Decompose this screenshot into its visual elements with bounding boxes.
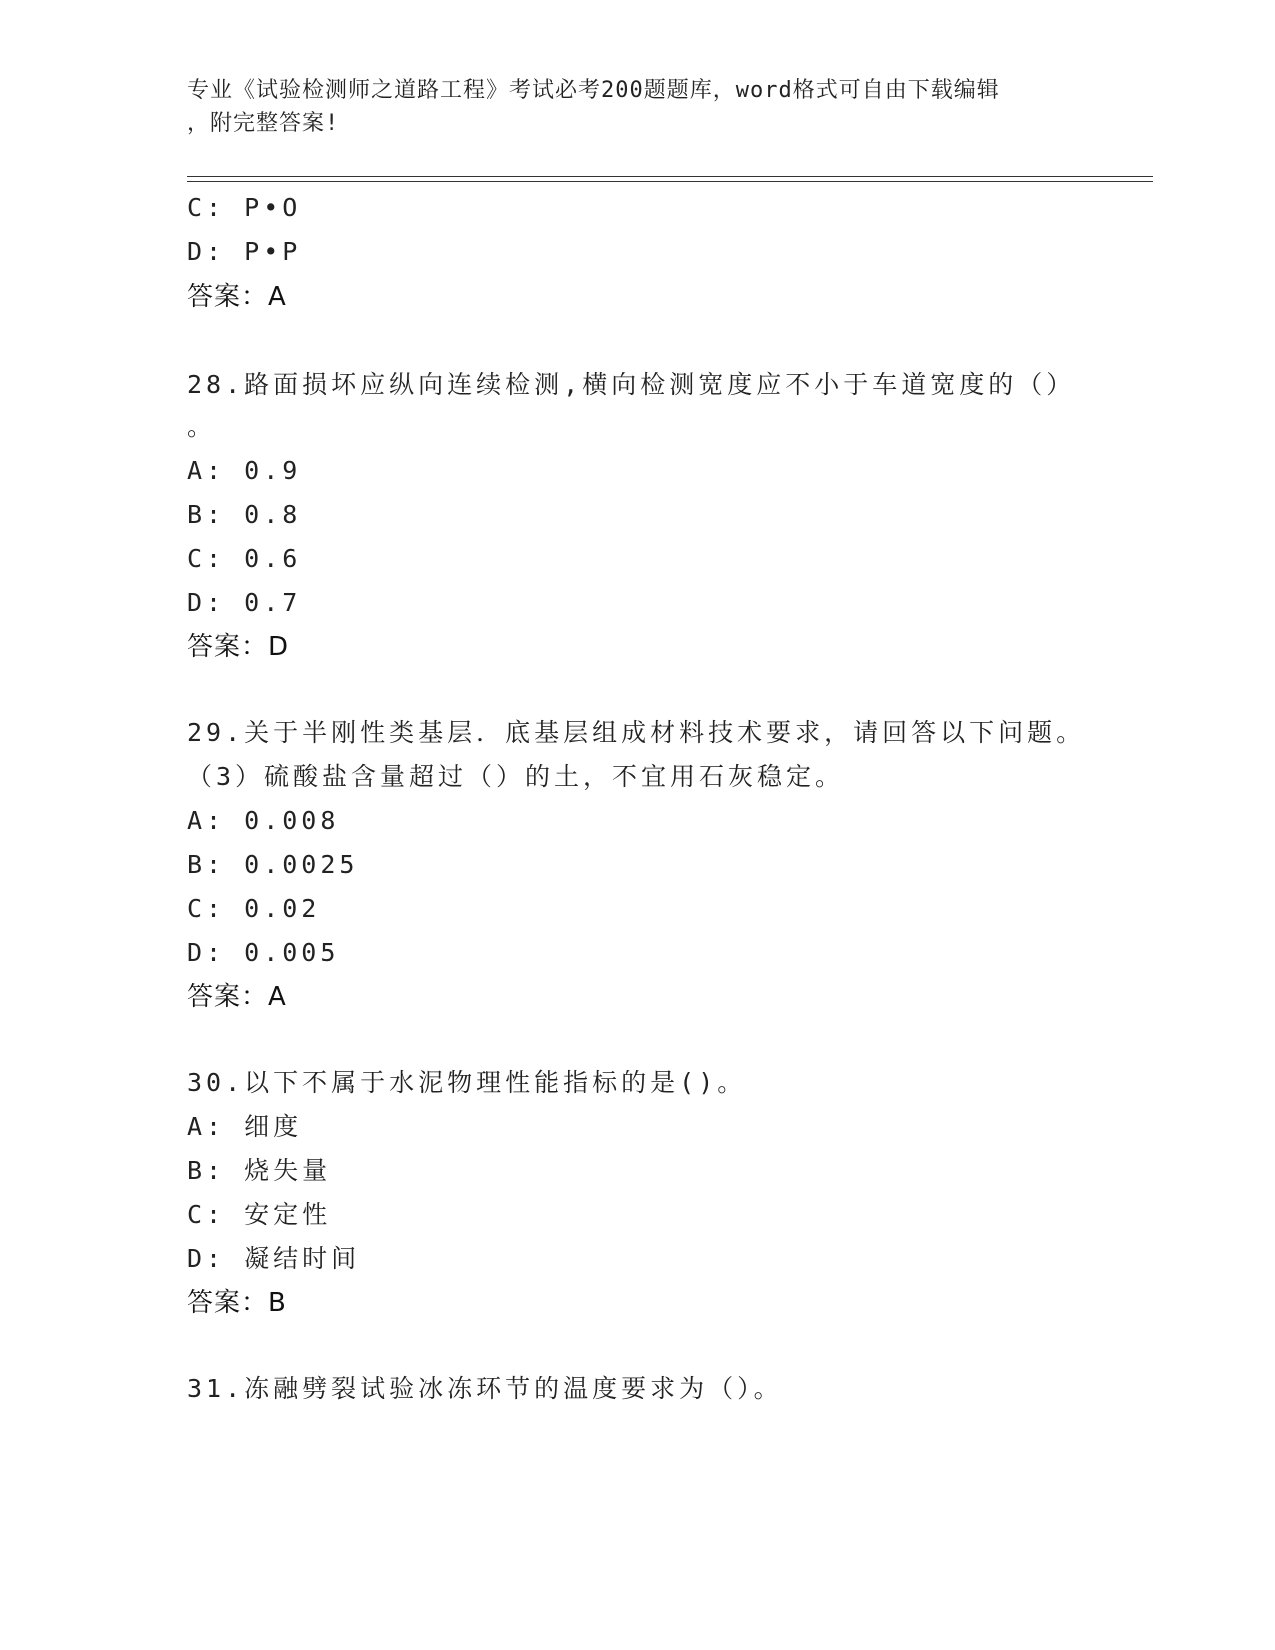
q28-stem-line-1: 28.路面损坏应纵向连续检测,横向检测宽度应不小于车道宽度的（） [187,370,1076,399]
q28-option-d: D: 0.7 [187,588,302,617]
q28-option-a: A: 0.9 [187,456,302,485]
prev-answer: 答案：A [187,282,287,312]
header-title-line-1: 专业《试验检测师之道路工程》考试必考200题题库，word格式可自由下载编辑 [187,78,1000,103]
q30-answer: 答案：B [187,1288,287,1318]
q29-option-c: C: 0.02 [187,894,321,923]
q29-answer: 答案：A [187,982,287,1012]
q30-stem-line-1: 30.以下不属于水泥物理性能指标的是()。 [187,1068,747,1097]
header-title-line-2: ，附完整答案! [187,111,340,136]
q28-option-c: C: 0.6 [187,544,302,573]
q30-option-d: D: 凝结时间 [187,1244,361,1273]
header-divider-bottom [187,181,1153,182]
q28-option-b: B: 0.8 [187,500,302,529]
q28-answer: 答案：D [187,632,290,662]
document-header [187,74,1087,140]
q30-option-c: C: 安定性 [187,1200,332,1229]
prev-option-d: D: P•P [187,237,302,266]
q30-option-b: B: 烧失量 [187,1156,332,1185]
q28-stem-line-2: 。 [187,412,217,441]
q29-option-b: B: 0.0025 [187,850,359,879]
prev-option-c: C: P•O [187,193,302,222]
q31-stem-line-1: 31.冻融劈裂试验冰冻环节的温度要求为（）。 [187,1374,783,1403]
q29-option-d: D: 0.005 [187,938,340,967]
q29-stem-line-2: （3）硫酸盐含量超过（）的土，不宜用石灰稳定。 [187,762,845,791]
q29-option-a: A: 0.008 [187,806,340,835]
q29-stem-line-1: 29.关于半刚性类基层．底基层组成材料技术要求，请回答以下问题。 [187,718,1086,747]
q30-option-a: A: 细度 [187,1112,303,1141]
header-divider-top [187,176,1153,177]
